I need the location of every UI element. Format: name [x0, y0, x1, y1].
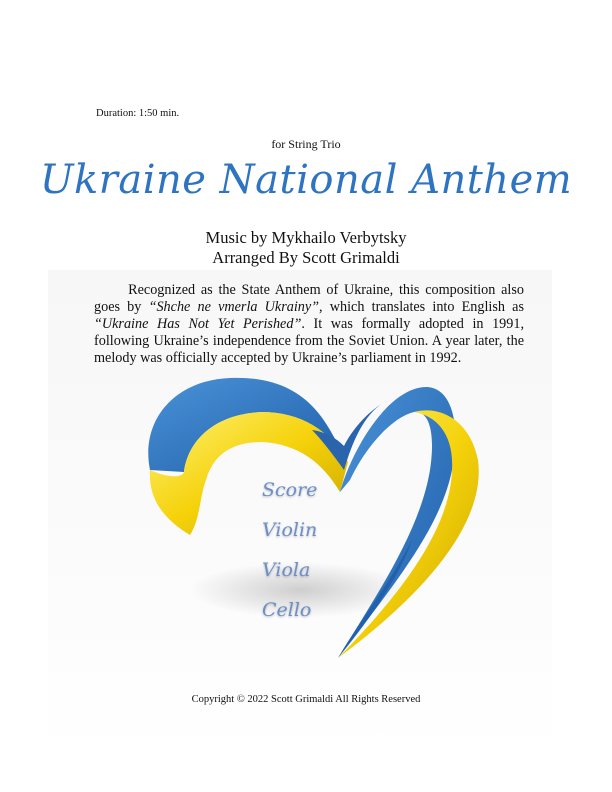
instrumentation-text: for String Trio [271, 137, 341, 151]
description-text-1: Recognized as the State Anthem of Ukraine, this composition also goes by [94, 282, 524, 315]
ribbon-right-blue [338, 387, 455, 658]
part-violin: Violin [262, 519, 318, 541]
part-score: Score [262, 479, 318, 501]
part-cello: Cello [262, 599, 312, 621]
page-title: Ukraine National Anthem [39, 157, 573, 203]
description-text-3: . It was formally adopted in 1991, following Ukraine’s independence from the Soviet Union. A year later, the melody was officially accepted by Ukraine’s parliament in 1992. [94, 316, 525, 366]
english-title: “Ukraine Has Not Yet Perished” [94, 316, 302, 332]
parts-list [262, 470, 317, 630]
part-viola: Viola [262, 559, 311, 581]
copyright-notice: Copyright © 2022 Scott Grimaldi All Rights Reserved [191, 694, 421, 705]
composer-credit: Music by Mykhailo Verbytsky [205, 228, 407, 247]
arranger-credit: Arranged By Scott Grimaldi [212, 248, 400, 267]
description-text-2: , which translates into English as [319, 299, 524, 315]
duration-text: Duration: 1:50 min. [96, 108, 180, 119]
alt-title: “Shche ne vmerla Ukrainy” [148, 299, 320, 315]
